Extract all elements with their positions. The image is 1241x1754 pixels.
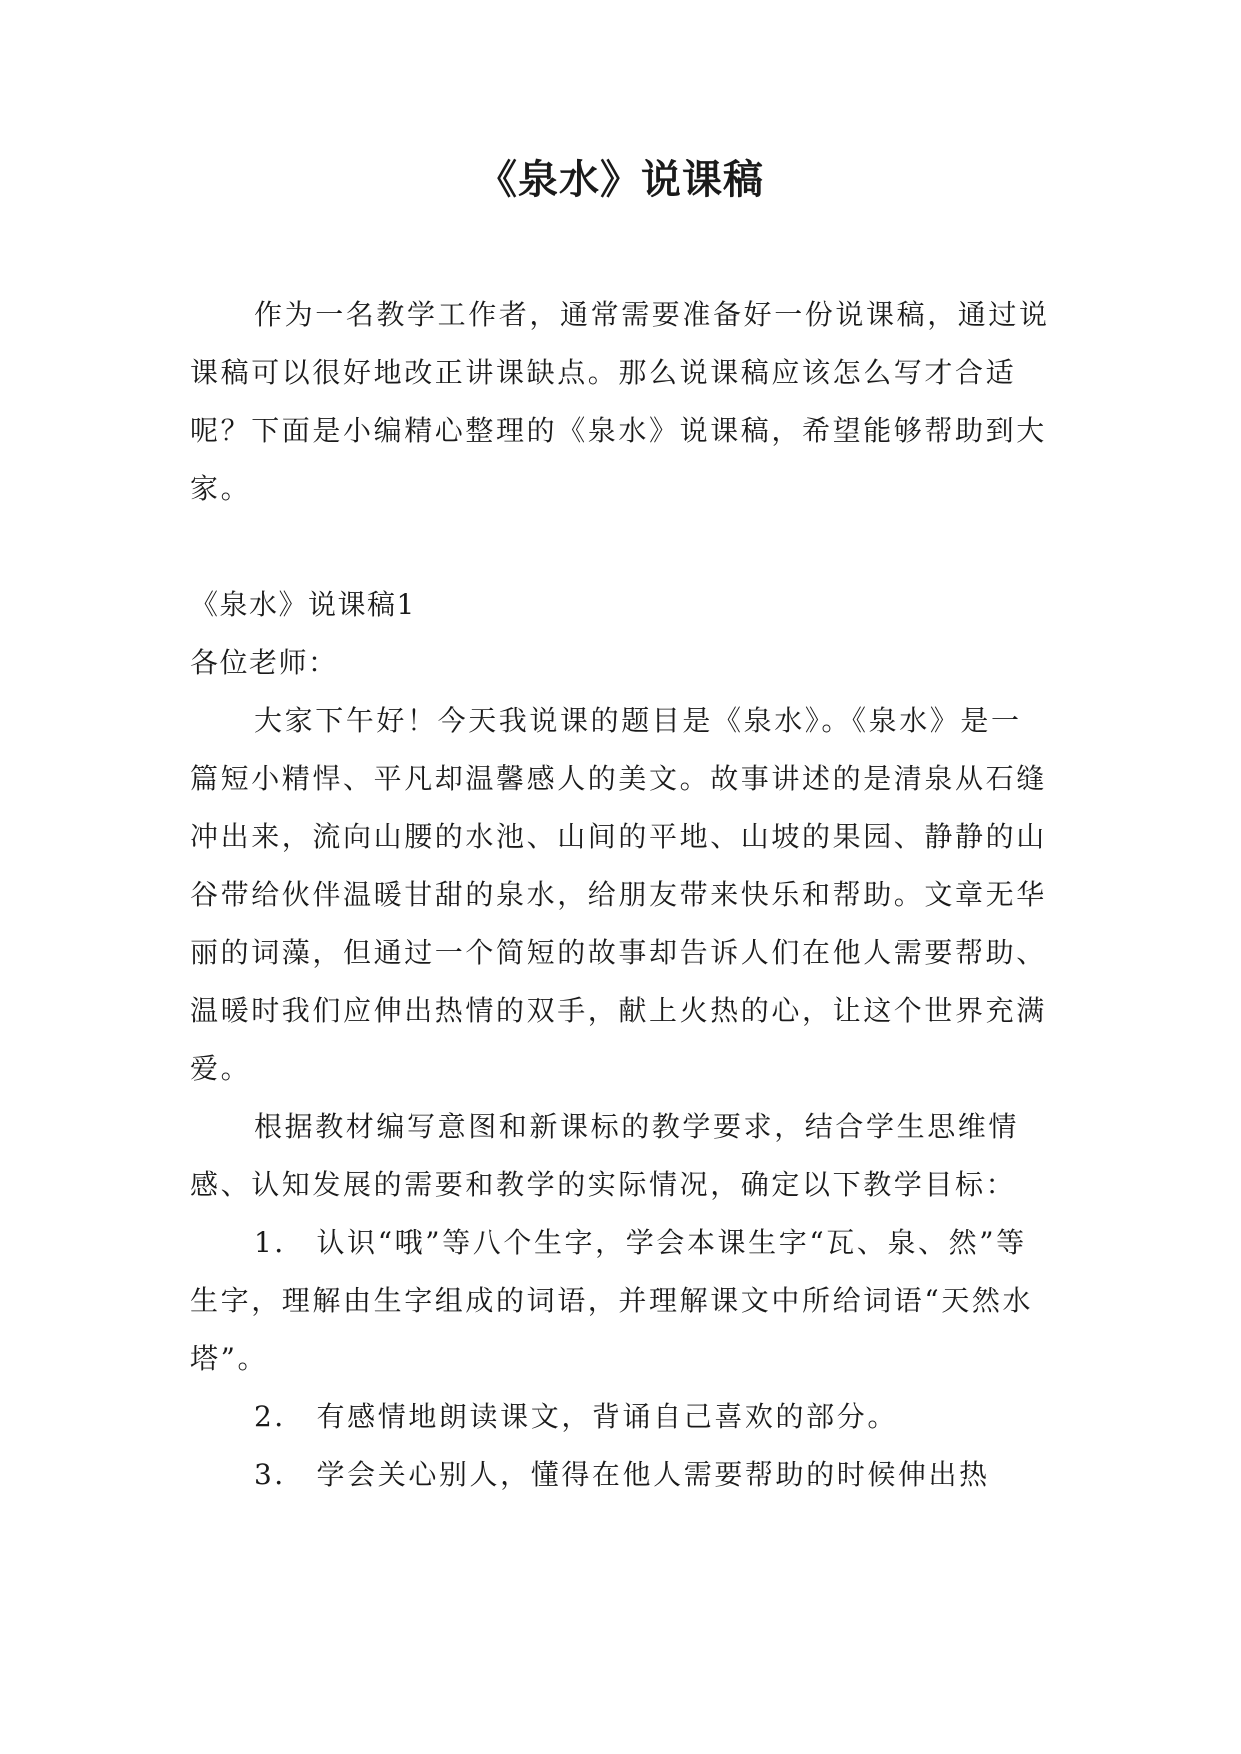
salutation: 各位老师： xyxy=(190,646,338,679)
intro-block xyxy=(190,286,1050,518)
document-title: 《泉水》说课稿 xyxy=(477,157,764,203)
section-heading: 《泉水》说课稿1 xyxy=(190,588,416,621)
goal-item: 2． 有感情地朗读课文，背诵自己喜欢的部分。 xyxy=(254,1400,898,1433)
goal-item: 3． 学会关心别人，懂得在他人需要帮助的时候伸出热 xyxy=(254,1458,990,1491)
goal-item: 1． 认识“哦”等八个生字，学会本课生字“瓦、泉、然”等生字，理解由生字组成的词语，并理解课文中所给词语“天然水塔”。 xyxy=(190,1226,1034,1375)
intro-paragraph: 作为一名教学工作者，通常需要准备好一份说课稿，通过说课稿可以很好地改正讲课缺点。那么说课稿应该怎么写才合适呢？下面是小编精心整理的《泉水》说课稿，希望能够帮助到大家。 xyxy=(190,298,1050,505)
body-paragraph: 根据教材编写意图和新课标的教学要求，结合学生思维情感、认知发展的需要和教学的实际情况，确定以下教学目标： xyxy=(190,1110,1020,1201)
section-block xyxy=(190,576,1050,1504)
body-paragraph: 大家下午好！今天我说课的题目是《泉水》。《泉水》是一篇短小精悍、平凡却温馨感人的美文。故事讲述的是清泉从石缝冲出来，流向山腰的水池、山间的平地、山坡的果园、静静的山谷带给伙伴温暖甘甜的泉水，给朋友带来快乐和帮助。文章无华丽的词藻，但通过一个简短的故事却告诉人们在他人需要帮助、温暖时我们应伸出热情的双手，献上火热的心，让这个世界充满爱。 xyxy=(190,704,1047,1085)
